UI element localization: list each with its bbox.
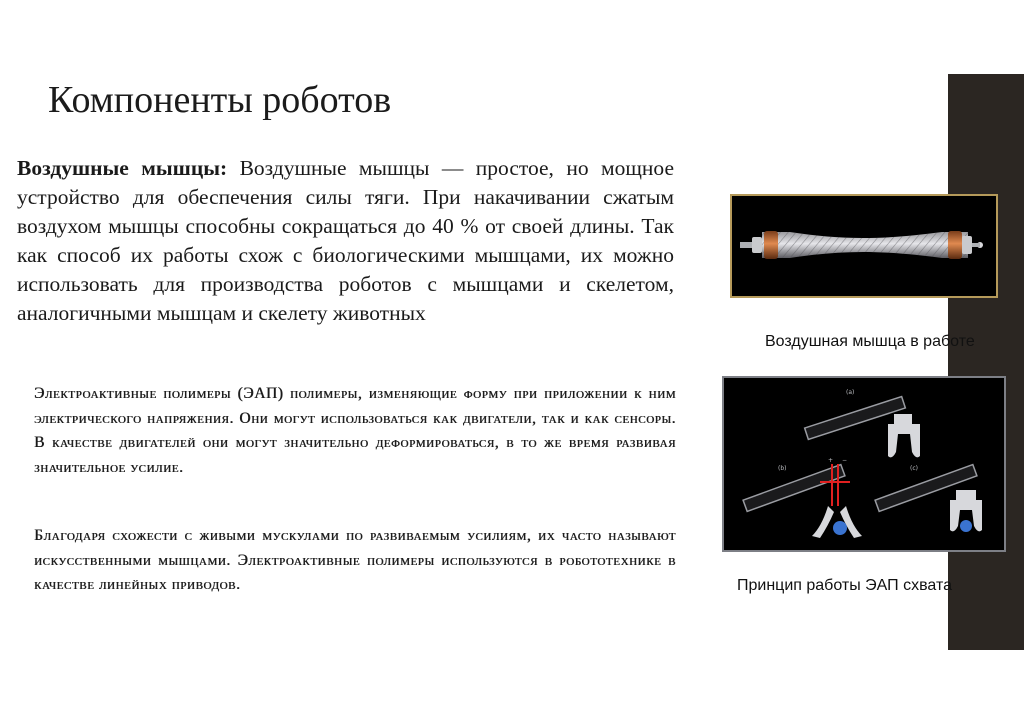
air-muscles-text: Воздушные мышцы — простое, но мощное устройство для обеспечения силы тяги. При накачивании сжатым воздухом мышцы способны сокращаться до 40 % от своей длины. Так как способ их работы схож с биологическими мышцами, их можно использовать для производства роботов с мышцами и скелетом, аналогичными мышцам и скелету животных [17,156,674,325]
eap-paragraph-2: Благодаря схожести с живыми мускулами по развиваемым усилиям, их часто называют искусственными мышцами. Электроактивные полимеры используются в робототехнике в качестве линейных приводов. [34,527,676,593]
air-muscle-caption: Воздушная мышца в работе [765,333,975,350]
air-muscle-illustration [732,196,996,296]
air-muscles-paragraph [17,154,674,328]
eap-gripper-diagram [722,376,1006,552]
svg-text:(b): (b) [778,465,787,472]
eap-caption: Принцип работы ЭАП схвата [737,577,953,594]
svg-text:−: − [842,457,848,464]
svg-text:+: + [828,457,834,464]
svg-text:(c): (c) [910,465,918,472]
eap-paragraph-1: Электроактивные полимеры (ЭАП) полимеры, изменяющие форму при приложении к ним электрического напряжения. Они могут использоваться как двигатели, так и как сенсоры. В качестве двигателей они могут значительно деформироваться, в то же время развивая значительное усилие. [34,385,676,476]
air-muscles-label: Воздушные мышцы: [17,156,228,180]
eap-gripper-illustration [724,378,1004,550]
side-decor-bar [948,74,1024,650]
svg-text:(a): (a) [846,389,855,396]
slide-title: Компоненты роботов [48,79,392,121]
air-muscle-photo [730,194,998,298]
